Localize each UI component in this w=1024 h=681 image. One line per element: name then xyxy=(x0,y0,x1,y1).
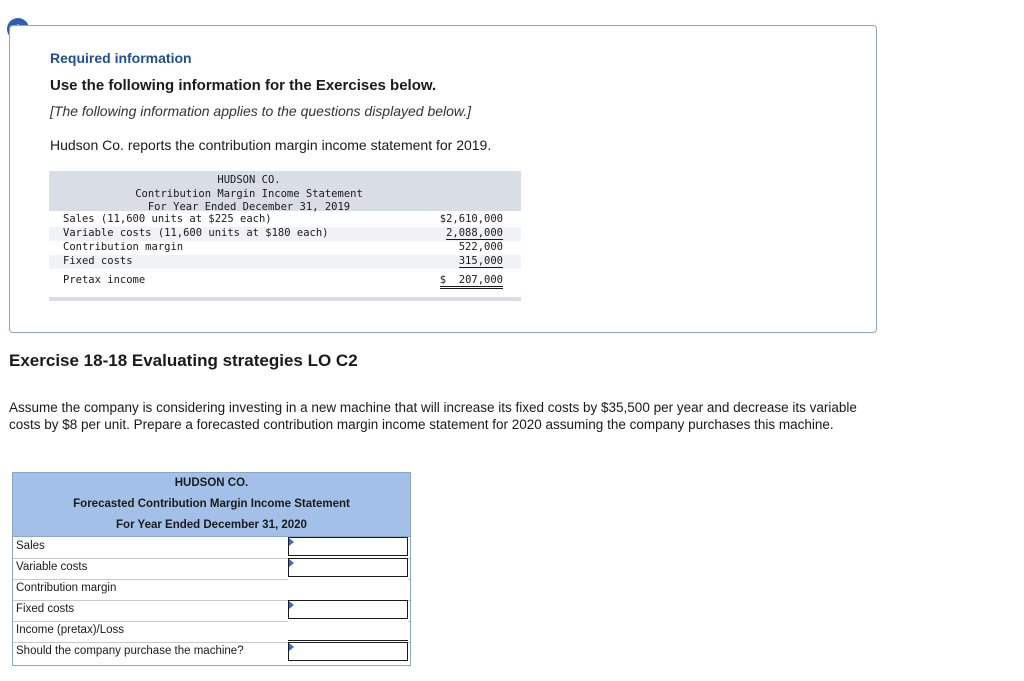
dropdown-flag-icon xyxy=(289,601,294,609)
row-amount: $2,610,000 xyxy=(439,213,503,225)
statement-2019-title: Contribution Margin Income Statement xyxy=(135,188,363,200)
statement-2019-period: For Year Ended December 31, 2019 xyxy=(147,201,351,213)
row-amount: $ 207,000 xyxy=(440,274,503,289)
row-label: Contribution margin xyxy=(63,241,184,253)
row-label: Fixed costs xyxy=(63,255,133,267)
statement-2019 xyxy=(49,171,521,301)
required-information-title: Required information xyxy=(50,50,192,66)
row-label: Contribution margin xyxy=(16,582,117,594)
row-label: Sales (11,600 units at $225 each) xyxy=(63,213,272,225)
info-note: [The following information applies to the questions displayed below.] xyxy=(50,103,472,119)
purchase-decision-select[interactable] xyxy=(295,644,407,661)
intro-text: Hudson Co. reports the contribution margin income statement for 2019. xyxy=(50,137,492,153)
sales-input[interactable] xyxy=(295,539,407,556)
forecast-row-fixed-costs xyxy=(13,600,410,622)
forecast-row-contribution-margin xyxy=(13,579,410,601)
fixed-costs-input[interactable] xyxy=(295,602,407,619)
row-label: Income (pretax)/Loss xyxy=(16,624,125,636)
statement-2019-row xyxy=(49,255,521,269)
statement-2019-row xyxy=(49,274,521,288)
purchase-decision-select-cell[interactable] xyxy=(288,642,408,661)
forecast-row-purchase-decision xyxy=(13,642,410,663)
row-label: Pretax income xyxy=(63,274,146,286)
row-amount: 522,000 xyxy=(458,241,503,253)
exercise-prompt: Assume the company is considering investing in a new machine that will increase its fixed costs by $35,500 per year and decrease its variable costs by $8 per unit. Prepare a forecasted contribution margin income statement for 2020 assuming the company purchases this machine. xyxy=(9,400,857,432)
forecast-row-variable-costs xyxy=(13,558,410,580)
contribution-margin-cell xyxy=(288,579,408,598)
required-information-panel xyxy=(9,25,877,333)
sales-input-cell[interactable] xyxy=(288,537,408,556)
row-label: Should the company purchase the machine? xyxy=(16,645,244,657)
statement-2019-row xyxy=(49,227,521,241)
forecast-statement-table xyxy=(12,472,411,666)
row-label: Fixed costs xyxy=(16,603,75,615)
forecast-row-sales xyxy=(13,537,410,559)
row-amount: 315,000 xyxy=(458,255,503,267)
instructions-heading: Use the following information for the Exercises below. xyxy=(50,77,437,94)
statement-2019-footer-bar xyxy=(49,297,521,301)
forecast-company: HUDSON CO. xyxy=(13,473,410,495)
dropdown-flag-icon xyxy=(289,559,294,567)
statement-2019-row xyxy=(49,213,521,227)
dropdown-flag-icon xyxy=(289,643,294,651)
forecast-row-income xyxy=(13,621,410,643)
row-label: Sales xyxy=(16,540,45,552)
variable-costs-input[interactable] xyxy=(295,560,407,577)
row-amount: 2,088,000 xyxy=(446,227,503,239)
forecast-period: For Year Ended December 31, 2020 xyxy=(13,515,410,537)
income-cell xyxy=(288,621,408,640)
forecast-title: Forecasted Contribution Margin Income Statement xyxy=(13,494,410,516)
statement-2019-header xyxy=(49,171,521,211)
variable-costs-input-cell[interactable] xyxy=(288,558,408,577)
statement-2019-company: HUDSON CO. xyxy=(217,174,281,186)
dropdown-flag-icon xyxy=(289,538,294,546)
fixed-costs-input-cell[interactable] xyxy=(288,600,408,619)
exercise-title: Exercise 18-18 Evaluating strategies LO C2 xyxy=(9,351,358,370)
row-label: Variable costs xyxy=(16,561,88,573)
statement-2019-row xyxy=(49,241,521,255)
row-label: Variable costs (11,600 units at $180 each) xyxy=(63,227,329,239)
